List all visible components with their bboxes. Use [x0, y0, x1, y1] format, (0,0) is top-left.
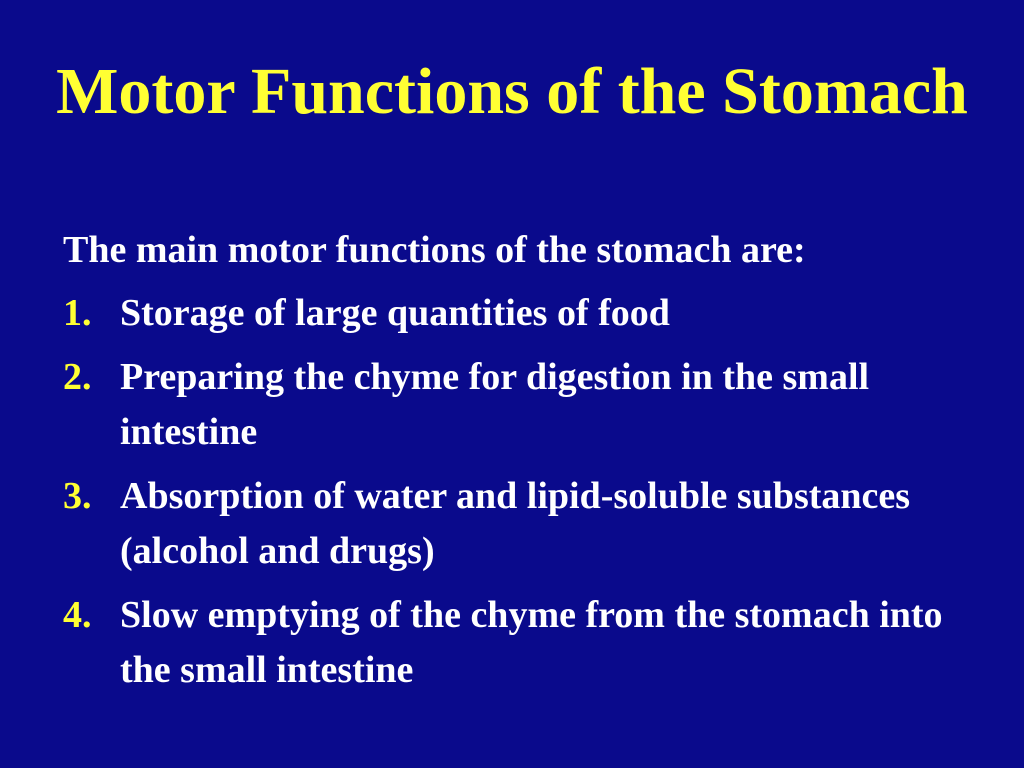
list-item-text: Slow emptying of the chyme from the stomach into the small intestine [120, 594, 943, 691]
list-item-text: Storage of large quantities of food [120, 292, 670, 334]
list-item-number: 2. [63, 356, 92, 398]
list-item [63, 469, 963, 579]
list-item-number: 4. [63, 594, 92, 636]
list-item [63, 350, 963, 460]
list-item [63, 286, 963, 341]
list-item-text: Preparing the chyme for digestion in the small intestine [120, 356, 870, 453]
slide-title: Motor Functions of the Stomach [56, 55, 968, 128]
function-list [63, 286, 963, 707]
list-item [63, 588, 963, 698]
list-item-text: Absorption of water and lipid-soluble substances (alcohol and drugs) [120, 475, 911, 572]
list-item-number: 1. [63, 292, 92, 334]
list-item-number: 3. [63, 475, 92, 517]
intro-text: The main motor functions of the stomach are: [63, 229, 806, 271]
